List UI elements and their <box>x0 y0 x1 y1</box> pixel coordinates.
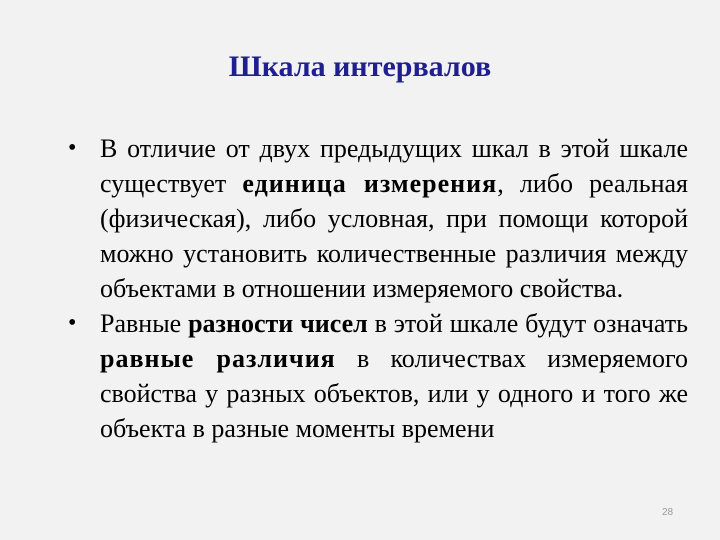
slide-number: 28 <box>662 507 674 518</box>
bullet-bold-term: единица измерения <box>242 169 498 198</box>
bullet-bold-term: разности чисел <box>188 309 368 338</box>
bullet-item <box>60 306 688 446</box>
bullet-text: В отличие от двух предыдущих шкал в этой шкале существует <box>100 134 688 198</box>
bullet-dot-icon: • <box>68 310 77 336</box>
bullet-text: в этой шкале будут означать <box>367 309 688 338</box>
bullet-text: , либо реальная (физическая), либо условная, при помощи которой можно установить количественные различия между объектами в отношении измеряемого свойства. <box>100 169 688 303</box>
bullet-bold-term: равные различия <box>100 344 336 373</box>
bullet-list <box>60 131 688 446</box>
bullet-dot-icon: • <box>68 135 77 161</box>
bullet-text: Равные <box>100 309 189 338</box>
bullet-text: в количествах измеряемого свойства у разных объектов, или у одного и того же объекта в разные моменты времени <box>100 344 688 443</box>
bullet-item <box>60 131 688 306</box>
slide-title: Шкала интервалов <box>228 50 492 83</box>
